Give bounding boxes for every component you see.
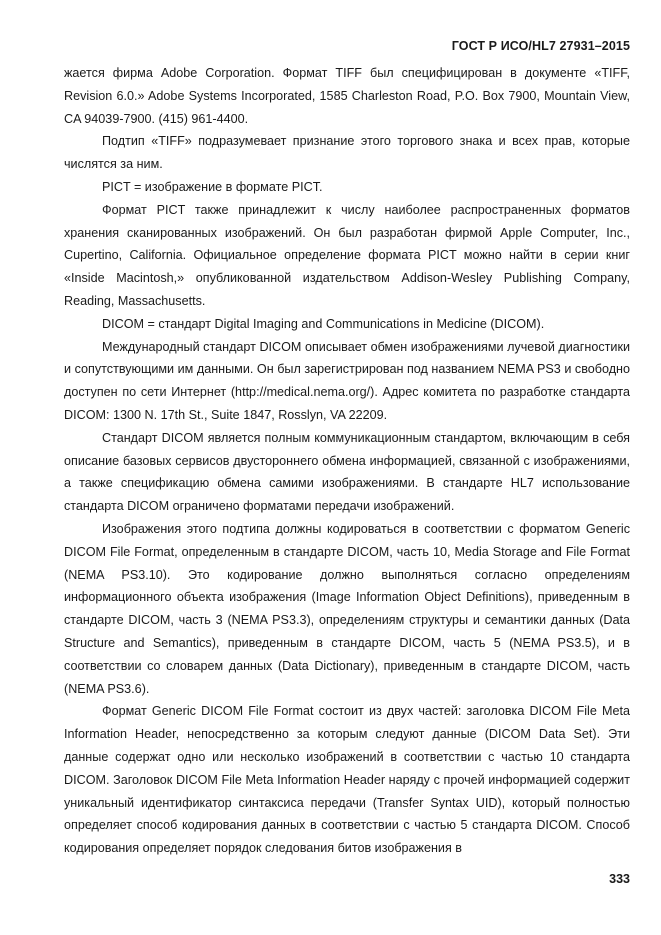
paragraph: DICOM = стандарт Digital Imaging and Communications in Medicine (DICOM).: [102, 316, 545, 331]
paragraph: Подтип «TIFF» подразумевает признание этого торгового знака и всех прав, которые числятся за ним.: [64, 134, 630, 172]
paragraph: жается фирма Adobe Corporation. Формат TIFF был специфицирован в документе «TIFF, Revision 6.0.» Adobe Systems Incorporated, 1585 Charleston Road, P.O. Box 7900, Mountain View, CA 94039-7900. (415) 961-4400.: [64, 66, 630, 126]
paragraph: Стандарт DICOM является полным коммуникационным стандартом, включающим в себя описание базовых сервисов двустороннего обмена информацией, связанной с изображениями, а также спецификацию обмена самими изображениями. В стандарте HL7 использование стандарта DICOM ограничено форматами передачи изображений.: [64, 430, 630, 514]
paragraph: Формат PICT также принадлежит к числу наиболее распространенных форматов хранения сканированных изображений. Он был разработан фирмой Apple Computer, Inc., Cupertino, California. Официальное определение формата PICT можно найти в серии книг «Inside Macintosh,» опубликованной издательством Addison-Wesley Publishing Company, Reading, Massachusetts.: [64, 202, 630, 308]
standard-header: ГОСТ Р ИСО/HL7 27931–2015: [451, 39, 630, 53]
paragraph: Изображения этого подтипа должны кодироваться в соответствии с форматом Generic DICOM File Format, определенным в стандарте DICOM, часть 10, Media Storage and File Format (NEMA PS3.10). Это кодирование должно выполняться согласно определениям информационного объекта изображения (Image Information Object Definitions), приведенным в стандарте DICOM, часть 3 (NEMA PS3.3), определениям структуры и семантики данных (Data Structure and Semantics), приведенным в стандарте DICOM, часть 5 (NEMA PS3.5), и в соответствии со словарем данных (Data Dictionary), приведенным в стандарте DICOM, часть (NEMA PS3.6).: [64, 521, 630, 696]
paragraph: Международный стандарт DICOM описывает обмен изображениями лучевой диагностики и сопутствующими им данными. Он был зарегистрирован под названием NEMA PS3 и свободно доступен по сети Интернет (http://medical.nema.org/). Адрес комитета по разработке стандарта DICOM: 1300 N. 17th St., Suite 1847, Rosslyn, VA 22209.: [64, 339, 630, 422]
body-text: [64, 62, 630, 860]
page-number: 333: [609, 872, 630, 886]
paragraph: Формат Generic DICOM File Format состоит из двух частей: заголовка DICOM File Meta Information Header, непосредственно за которым следуют данные (DICOM Data Set). Эти данные содержат одно или несколько изображений в соответствии с частью 10 стандарта DICOM. Заголовок DICOM File Meta Information Header наряду с прочей информацией содержит уникальный идентификатор синтаксиса передачи (Transfer Syntax UID), который полностью определяет способ кодирования данных в соответствии с частью 5 стандарта DICOM. Способ кодирования определяет порядок следования битов изображения в: [64, 704, 630, 856]
paragraph: PICT = изображение в формате PICT.: [102, 179, 323, 194]
